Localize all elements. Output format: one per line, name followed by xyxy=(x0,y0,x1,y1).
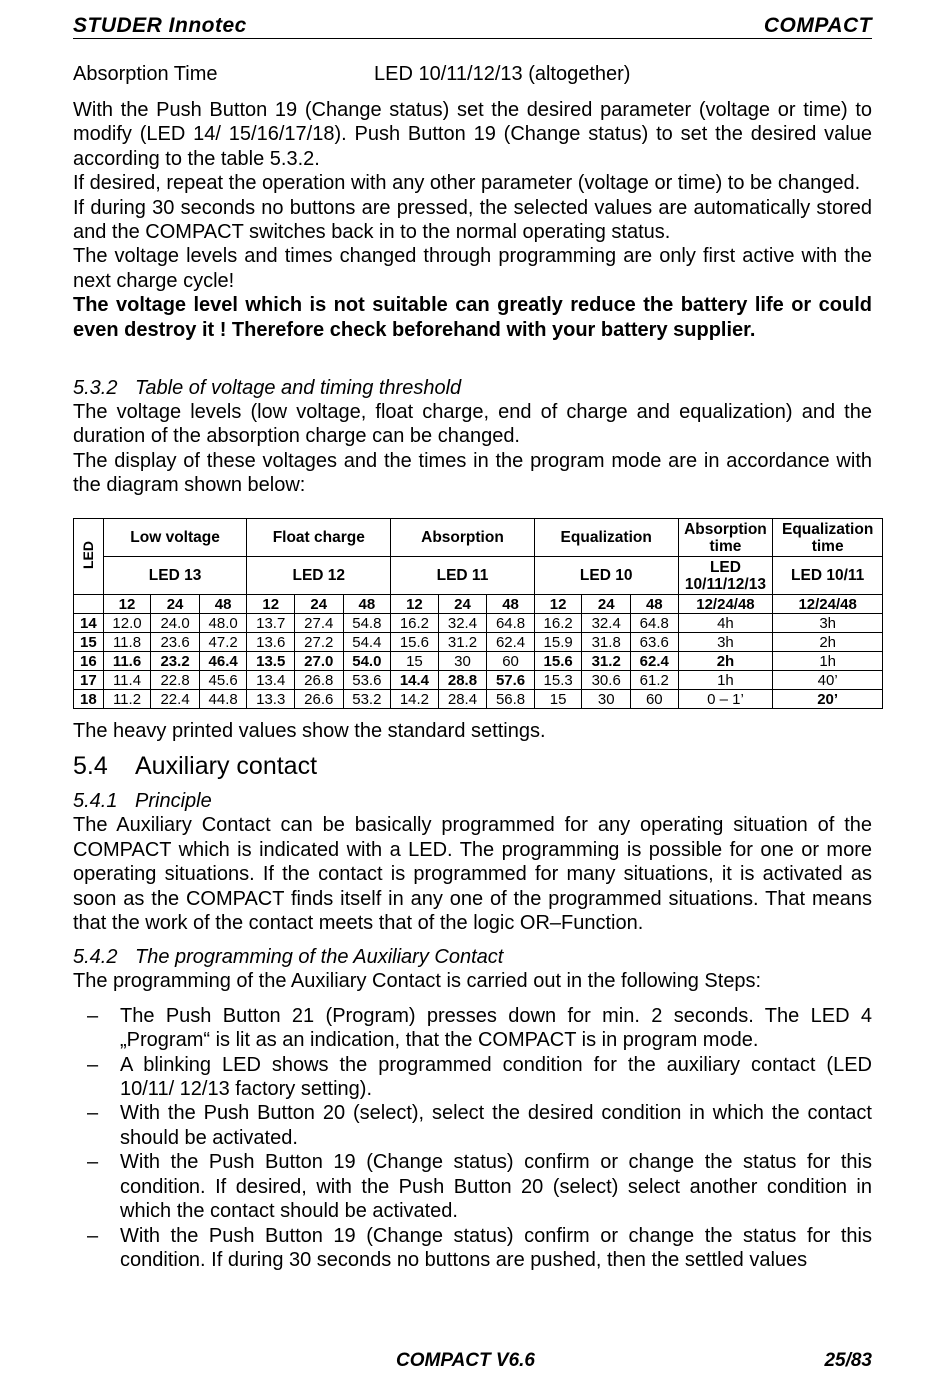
paragraph: If desired, repeat the operation with any other parameter (voltage or time) to be changed. xyxy=(73,172,861,195)
absorption-time-value: LED 10/11/12/13 (altogether) xyxy=(374,63,631,85)
group-header: Absorption time xyxy=(678,519,773,557)
table-cell: 15.9 xyxy=(534,633,582,652)
subsection-heading xyxy=(73,789,872,813)
page-footer xyxy=(73,1350,872,1374)
dash-bullet: – xyxy=(87,1151,99,1174)
table-cell: 11.6 xyxy=(103,652,151,671)
table-cell: 31.2 xyxy=(582,652,631,671)
table-cell: 54.0 xyxy=(343,652,391,671)
paragraph: The programming of the Auxiliary Contact is carried out in the following Steps: xyxy=(73,970,762,993)
table-cell: 13.5 xyxy=(247,652,295,671)
table-cell: 13.3 xyxy=(247,690,295,709)
table-cell: 14.4 xyxy=(391,671,439,690)
table-cell: 62.4 xyxy=(487,633,535,652)
led-group-header: LED 10 xyxy=(534,557,678,595)
section-heading xyxy=(73,376,872,400)
table-cell: 23.2 xyxy=(151,652,200,671)
table-cell: 64.8 xyxy=(487,614,535,633)
instructions-block xyxy=(73,98,872,342)
paragraph: The voltage levels and times changed through programming are only first active with the next charge cycle! xyxy=(73,245,872,292)
voltage-header-cell: 12 xyxy=(534,595,582,614)
led-header-label: LED xyxy=(79,540,96,569)
voltage-header-cell: 12 xyxy=(391,595,439,614)
table-cell: 57.6 xyxy=(487,671,535,690)
section-title: Auxiliary contact xyxy=(135,752,318,781)
table-cell: 3h xyxy=(678,633,773,652)
table-cell: 22.4 xyxy=(151,690,200,709)
table-cell: 30 xyxy=(582,690,631,709)
table-cell: 40’ xyxy=(773,671,883,690)
table-cell: 16.2 xyxy=(391,614,439,633)
table-cell: 30 xyxy=(438,652,487,671)
step-text: The Push Button 21 (Program) presses down for min. 2 seconds. The LED 4 „Program“ is lit as an indication, that the COMPACT is in program mode. xyxy=(120,1004,872,1052)
table-cell: 63.6 xyxy=(630,633,678,652)
footer-page-number: 25/83 xyxy=(824,1350,872,1371)
voltage-header-cell: 48 xyxy=(487,595,535,614)
table-cell: 11.8 xyxy=(103,633,151,652)
table-cell: 15 xyxy=(391,652,439,671)
table-cell: 27.2 xyxy=(295,633,344,652)
table-cell: 11.2 xyxy=(103,690,151,709)
table-row xyxy=(74,652,883,671)
table-cell: 32.4 xyxy=(582,614,631,633)
section-number: 5.4 xyxy=(73,752,108,781)
table-cell: 64.8 xyxy=(630,614,678,633)
table-cell: 2h xyxy=(773,633,883,652)
table-cell: 13.7 xyxy=(247,614,295,633)
voltage-header-cell: 24 xyxy=(438,595,487,614)
table-cell: 0 – 1’ xyxy=(678,690,773,709)
table-cell: 28.4 xyxy=(438,690,487,709)
table-cell: 1h xyxy=(678,671,773,690)
table-cell: 23.6 xyxy=(151,633,200,652)
table-cell: 60 xyxy=(630,690,678,709)
post-table-block xyxy=(73,719,872,1272)
table-row xyxy=(74,614,883,633)
voltage-header-cell: 48 xyxy=(343,595,391,614)
table-cell: 47.2 xyxy=(199,633,247,652)
table-cell: 30.6 xyxy=(582,671,631,690)
table-cell: 13.4 xyxy=(247,671,295,690)
group-header: Low voltage xyxy=(103,519,247,557)
table-cell: 62.4 xyxy=(630,652,678,671)
table-cell: 24.0 xyxy=(151,614,200,633)
table-cell: 11.4 xyxy=(103,671,151,690)
table-cell: 32.4 xyxy=(438,614,487,633)
table-cell: 31.2 xyxy=(438,633,487,652)
group-header: Absorption xyxy=(391,519,535,557)
paragraph: The display of these voltages and the times in the program mode are in accordance with the diagram shown below: xyxy=(73,449,872,497)
section-heading xyxy=(73,751,872,781)
table-cell: 44.8 xyxy=(199,690,247,709)
table-cell: 46.4 xyxy=(199,652,247,671)
table-cell: 15.6 xyxy=(534,652,582,671)
table-row xyxy=(74,690,883,709)
page-header xyxy=(73,14,872,39)
table-cell: 61.2 xyxy=(630,671,678,690)
table-cell: 14.2 xyxy=(391,690,439,709)
table-cell: 53.6 xyxy=(343,671,391,690)
step-text: With the Push Button 19 (Change status) confirm or change the status for this condition. If desired, with the Push Button 20 (select) select another condition in which the contact should be activated. xyxy=(120,1151,872,1223)
row-led-number: 14 xyxy=(74,614,104,633)
voltage-header-cell: 12/24/48 xyxy=(773,595,883,614)
table-cell: 48.0 xyxy=(199,614,247,633)
steps-list xyxy=(73,1004,872,1272)
voltage-timing-table xyxy=(73,518,883,709)
paragraph: The voltage levels (low voltage, float charge, end of charge and equalization) and the duration of the absorption charge can be changed. xyxy=(73,401,872,448)
led-group-header: LED 10/11/12/13 xyxy=(678,557,773,595)
voltage-header-cell: 48 xyxy=(199,595,247,614)
table-cell: 54.4 xyxy=(343,633,391,652)
standard-settings-note: The heavy printed values show the standard settings. xyxy=(73,720,546,742)
header-product: COMPACT xyxy=(763,14,872,37)
group-header: Equalization xyxy=(534,519,678,557)
table-cell: 26.8 xyxy=(295,671,344,690)
paragraph: With the Push Button 19 (Change status) set the desired parameter (voltage or time) to modify (LED 14/ 15/16/17/18). Push Button 19 (Change status) to set the desired value according to the table 5.3.2. xyxy=(73,99,872,170)
dash-bullet: – xyxy=(87,1053,99,1076)
voltage-header-cell: 24 xyxy=(151,595,200,614)
list-item xyxy=(73,1053,872,1102)
section-title: Table of voltage and timing threshold xyxy=(135,377,462,399)
table-cell: 31.8 xyxy=(582,633,631,652)
table-cell: 15 xyxy=(534,690,582,709)
absorption-time-line xyxy=(73,62,631,86)
step-text: With the Push Button 19 (Change status) confirm or change the status for this condition. If during 30 seconds no buttons are pushed, then the settled values xyxy=(120,1224,872,1271)
table-cell: 4h xyxy=(678,614,773,633)
table-cell: 53.2 xyxy=(343,690,391,709)
table-cell: 26.6 xyxy=(295,690,344,709)
dash-bullet: – xyxy=(87,1224,99,1247)
list-item xyxy=(73,1150,872,1223)
subsection-heading xyxy=(73,945,872,969)
table-cell: 45.6 xyxy=(199,671,247,690)
led-group-header: LED 10/11 xyxy=(773,557,883,595)
led-group-header: LED 13 xyxy=(103,557,247,595)
group-header: Equalization time xyxy=(773,519,883,557)
section-title: Principle xyxy=(135,790,212,813)
led-header xyxy=(74,519,104,595)
section-title: The programming of the Auxiliary Contact xyxy=(135,946,504,969)
warning-text: The voltage level which is not suitable can greatly reduce the battery life or could even destroy it ! Therefore check beforehand with your battery supplier. xyxy=(73,294,872,341)
table-row xyxy=(74,633,883,652)
voltage-header-cell: 24 xyxy=(295,595,344,614)
table-row xyxy=(74,671,883,690)
section-number: 5.3.2 xyxy=(73,377,118,399)
section-5-3-2 xyxy=(73,376,872,498)
voltage-header-cell: 12 xyxy=(247,595,295,614)
table-cell: 12.0 xyxy=(103,614,151,633)
row-led-number: 18 xyxy=(74,690,104,709)
table-cell: 3h xyxy=(773,614,883,633)
dash-bullet: – xyxy=(87,1004,99,1027)
row-led-number: 17 xyxy=(74,671,104,690)
list-item xyxy=(73,1101,872,1150)
paragraph: If during 30 seconds no buttons are pressed, the selected values are automatically stored and the COMPACT switches back in to the normal operating status. xyxy=(73,196,872,244)
voltage-header-cell: 12 xyxy=(103,595,151,614)
paragraph: The Auxiliary Contact can be basically programmed for any operating situation of the COMPACT which is indicated with a LED. The programming is possible for one or more operating situations. If the contact is programmed for many situations, it is activated as soon as the COMPACT finds itself in any one of the programmed situations. That means that the work of the contact meets that of the logic OR–Function. xyxy=(73,814,872,935)
footer-doc-version: COMPACT V6.6 xyxy=(396,1350,536,1371)
section-number: 5.4.1 xyxy=(73,790,118,813)
table-cell: 22.8 xyxy=(151,671,200,690)
table-cell: 2h xyxy=(678,652,773,671)
table-cell: 1h xyxy=(773,652,883,671)
group-header: Float charge xyxy=(247,519,391,557)
table-cell: 27.0 xyxy=(295,652,344,671)
header-brand: STUDER Innotec xyxy=(73,14,247,37)
absorption-time-label: Absorption Time xyxy=(73,63,218,85)
voltage-header-cell: 24 xyxy=(582,595,631,614)
table-cell: 56.8 xyxy=(487,690,535,709)
table-cell: 27.4 xyxy=(295,614,344,633)
table-cell: 15.6 xyxy=(391,633,439,652)
section-number: 5.4.2 xyxy=(73,946,118,969)
list-item xyxy=(73,1004,872,1053)
table-cell: 20’ xyxy=(773,690,883,709)
voltage-header-row xyxy=(74,595,883,614)
table-cell: 13.6 xyxy=(247,633,295,652)
table-cell: 28.8 xyxy=(438,671,487,690)
voltage-header-cell: 12/24/48 xyxy=(678,595,773,614)
step-text: A blinking LED shows the programmed condition for the auxiliary contact (LED 10/11/ 12/13 factory setting). xyxy=(120,1053,872,1101)
step-text: With the Push Button 20 (select), select the desired condition in which the contact should be activated. xyxy=(120,1102,872,1149)
table-cell: 16.2 xyxy=(534,614,582,633)
dash-bullet: – xyxy=(87,1102,99,1125)
led-group-header: LED 11 xyxy=(391,557,535,595)
voltage-header-cell: 48 xyxy=(630,595,678,614)
led-group-header: LED 12 xyxy=(247,557,391,595)
row-led-number: 15 xyxy=(74,633,104,652)
table-cell: 60 xyxy=(487,652,535,671)
empty-cell xyxy=(74,595,104,614)
row-led-number: 16 xyxy=(74,652,104,671)
table-cell: 54.8 xyxy=(343,614,391,633)
table-cell: 15.3 xyxy=(534,671,582,690)
list-item xyxy=(73,1224,872,1273)
